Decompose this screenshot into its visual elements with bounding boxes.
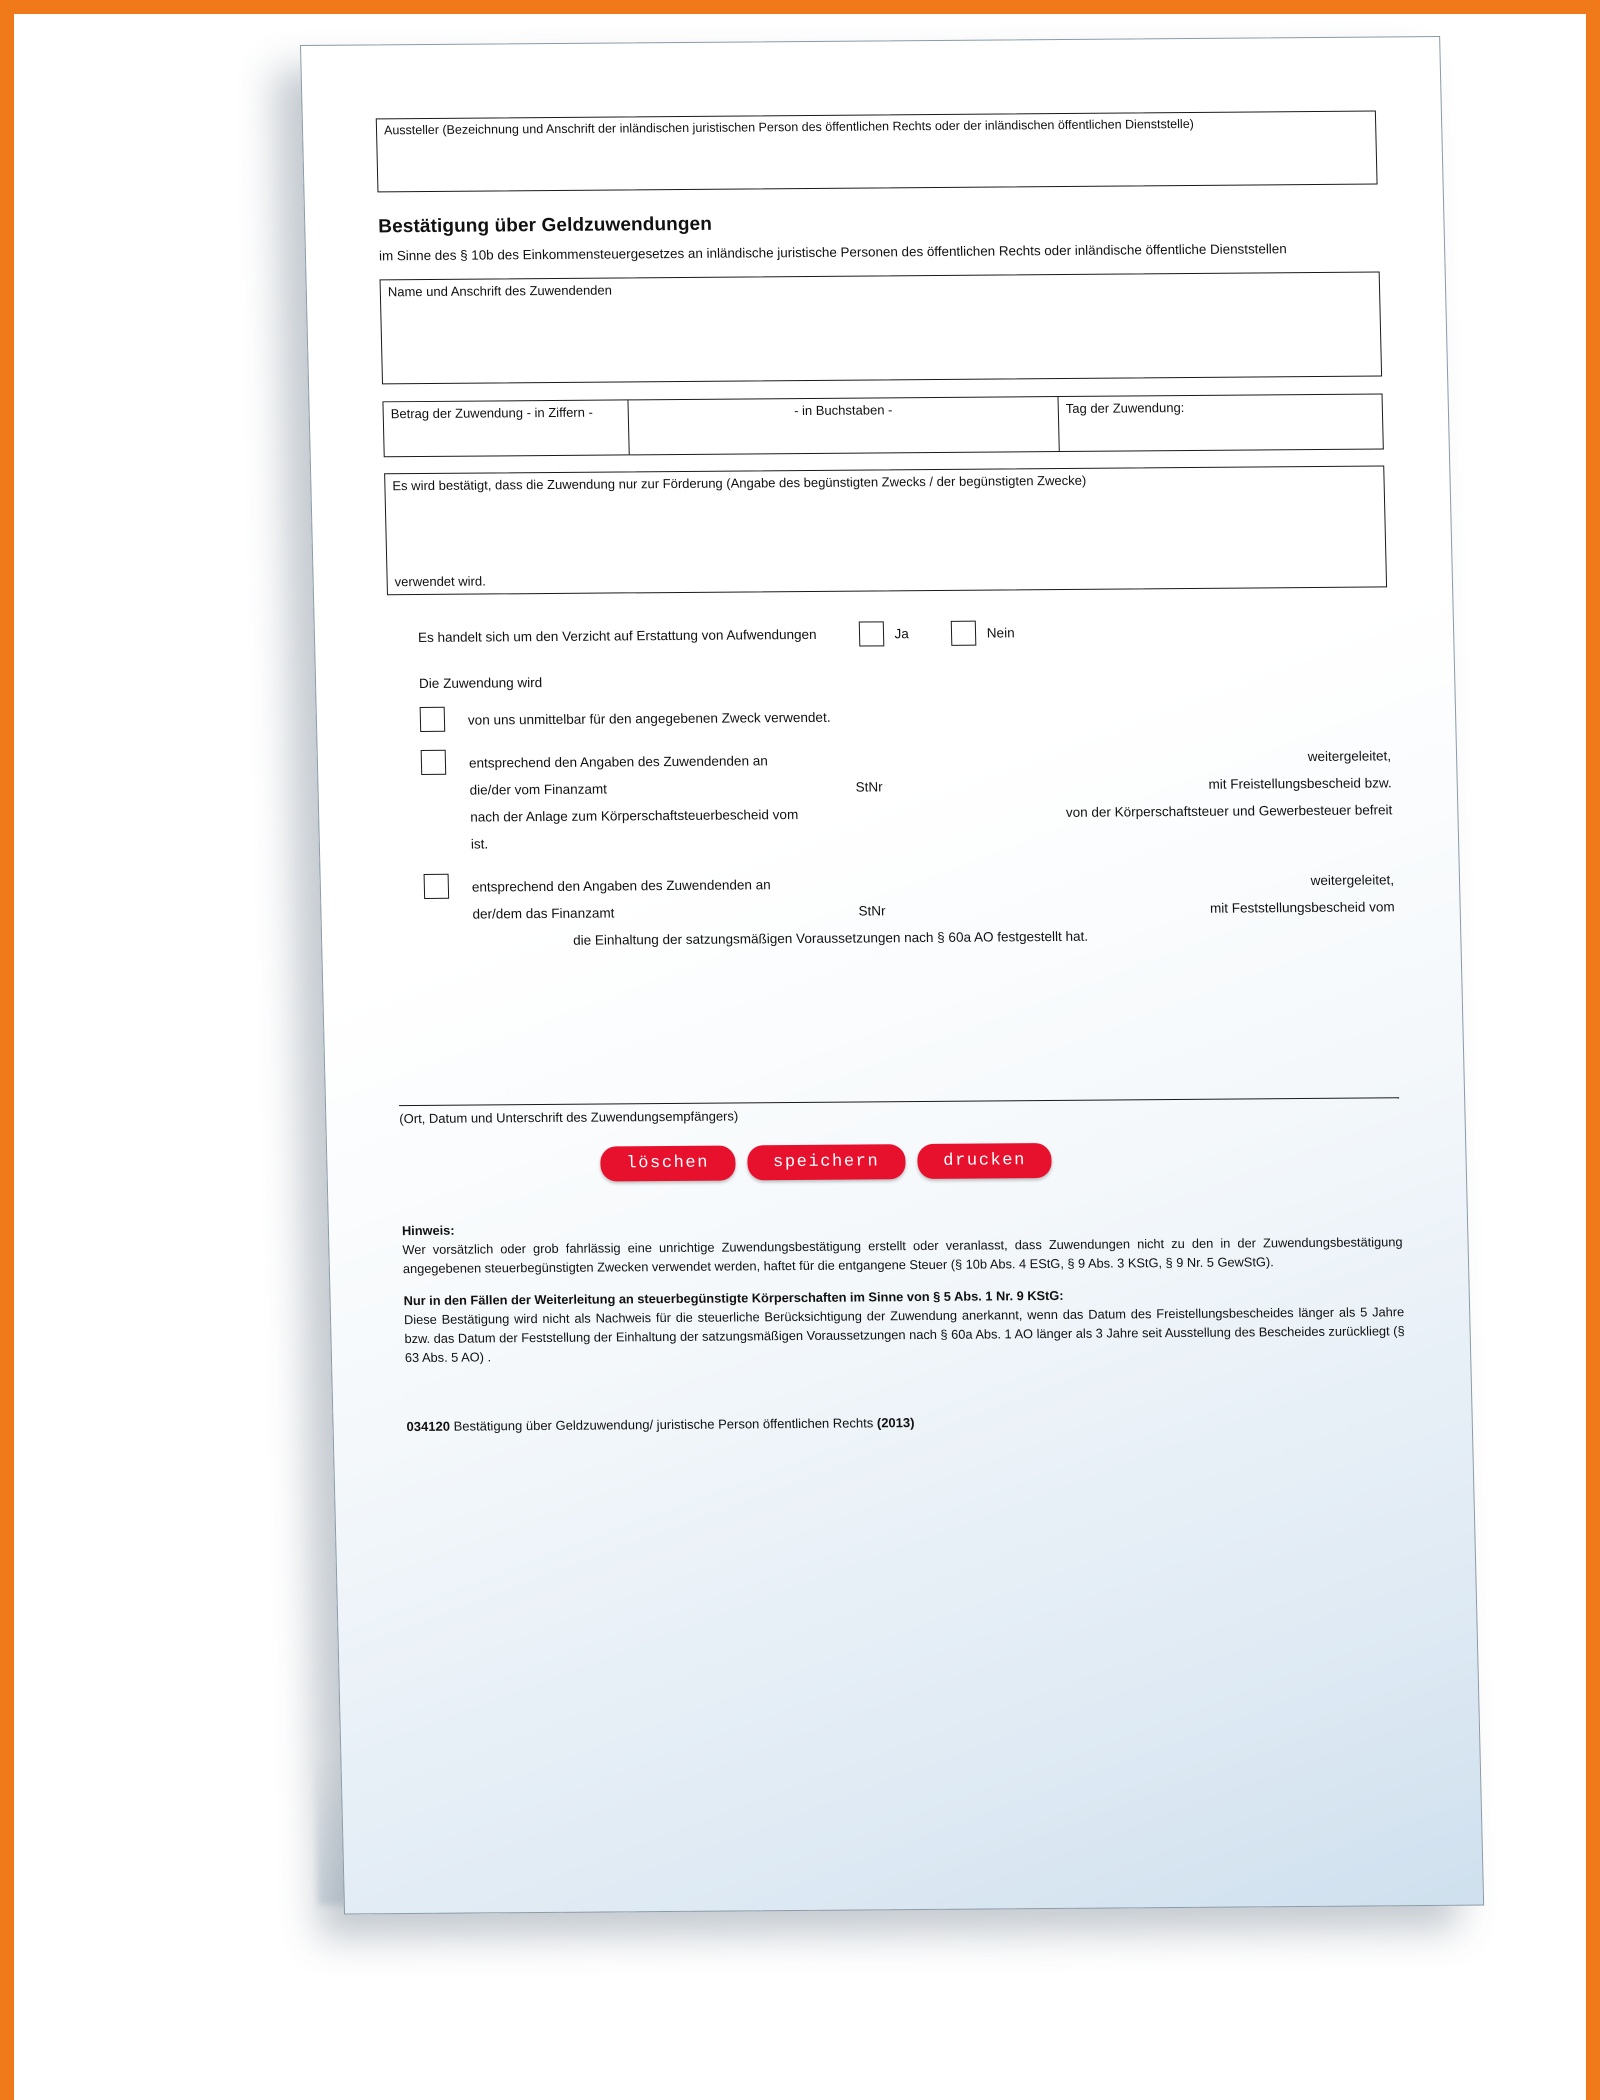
opt3-line2-left: der/dem das Finanzamt (472, 905, 615, 922)
print-button[interactable]: drucken (917, 1143, 1052, 1179)
amount-row (382, 393, 1383, 457)
donor-label: Name und Anschrift des Zuwendenden (387, 282, 613, 300)
waiver-yes-label: Ja (894, 626, 909, 642)
amount-words-cell[interactable] (628, 396, 1059, 455)
waiver-text: Es handelt sich um den Verzicht auf Erstattung von Aufwendungen (417, 626, 817, 646)
opt3-line2-stnr: StNr (858, 903, 886, 919)
amount-words-label: - in Buchstaben - (793, 402, 893, 419)
form-code: 034120 (406, 1418, 451, 1435)
option-direct-use-checkbox[interactable] (420, 707, 446, 732)
option-direct-use (420, 699, 1391, 734)
option-forward-freistellung (421, 742, 1394, 858)
form-document (300, 36, 1484, 1914)
notice-text-1: Wer vorsätzlich oder grob fahrlässig eine unrichtige Zuwendungsbestätigung erstellt oder veranlasst, dass Zuwendungen nicht zu den in der Zuwendungsbestätigung angegebenen steuerbegünstigten Zwecken verwendet werden, haftet für die entgangene Steuer (§ 10b Abs. 4 EStG, § 9 Abs. 3 KStG, § 9 Nr. 5 GewStG). (402, 1234, 1403, 1277)
issuer-label: Aussteller (Bezeichnung und Anschrift der inländischen juristischen Person des öffentlichen Rechts oder der inländischen öffentlichen Dienststelle) (383, 116, 1195, 138)
opt2-line1-right: weitergeleitet, (1307, 748, 1392, 765)
opt2-line4: ist. (470, 836, 489, 852)
notice-text-2: Diese Bestätigung wird nicht als Nachweis für die steuerliche Berücksichtigung der Zuwendung anerkannt, wenn das Datum des Freistellungsbescheides länger als 5 Jahre bzw. das Datum der Feststellung der Einhaltung der satzungsmäßigen Voraussetzungen nach § 60a Abs. 1 AO länger als 3 Jahre seit Ausstellung des Bescheides zurückliegt (§ 63 Abs. 5 AO) . (403, 1304, 1405, 1366)
option-forward-feststellung (424, 866, 1396, 955)
opt2-line3-left: nach der Anlage zum Körperschaftsteuerbescheid vom (470, 807, 799, 825)
purpose-label: Es wird bestätigt, dass die Zuwendung nur zur Förderung (Angabe des begünstigten Zwecks / der begünstigten Zwecke) (392, 472, 1087, 494)
opt2-line3-right: von der Körperschaftsteuer und Gewerbesteuer befreit (1065, 802, 1393, 820)
donation-date-cell[interactable] (1058, 393, 1383, 452)
waiver-no-label: Nein (986, 625, 1015, 641)
form-button-row (600, 1140, 1401, 1181)
option-direct-use-body (468, 699, 1391, 733)
option-forward-freistellung-body (469, 742, 1394, 857)
delete-button[interactable]: löschen (600, 1145, 735, 1181)
amount-figures-cell[interactable] (382, 399, 629, 457)
form-footer-text: Bestätigung über Geldzuwendung/ juristische Person öffentlichen Rechts (453, 1415, 874, 1434)
amount-figures-label: Betrag der Zuwendung - in Ziffern - (390, 404, 594, 422)
notice-paragraph-2 (403, 1283, 1405, 1367)
donor-box[interactable] (380, 271, 1383, 384)
option-forward-freistellung-checkbox[interactable] (421, 750, 447, 775)
notice-paragraph-1 (402, 1213, 1403, 1278)
notice-heading-2: Nur in den Fällen der Weiterleitung an steuerbegünstigte Körperschaften im Sinne von § 5 Abs. 1 Nr. 9 KStG: (403, 1287, 1064, 1309)
purpose-footer-text: verwendet wird. (394, 573, 486, 590)
usage-heading: Die Zuwendung wird (418, 675, 543, 692)
form-footer (406, 1411, 1406, 1434)
option-forward-feststellung-checkbox[interactable] (424, 874, 450, 899)
opt3-line1-left: entsprechend den Angaben des Zuwendenden an (471, 877, 771, 895)
waiver-row (418, 617, 1389, 650)
save-button[interactable]: speichern (747, 1144, 906, 1180)
notice-section (402, 1213, 1406, 1367)
opt2-line2-right: mit Freistellungsbescheid bzw. (1208, 775, 1392, 792)
issuer-box[interactable] (376, 111, 1378, 193)
notice-heading: Hinweis: (401, 1222, 455, 1239)
document-sheet-wrapper (300, 45, 1480, 1985)
option-direct-use-line1: von uns unmittelbar für den angegebenen Zweck verwendet. (467, 709, 831, 728)
opt2-line1-left: entsprechend den Angaben des Zuwendenden an (468, 753, 768, 771)
opt3-line1-right: weitergeleitet, (1310, 872, 1395, 888)
form-year: (2013) (876, 1415, 915, 1431)
purpose-box[interactable] (384, 465, 1387, 595)
opt3-line3: die Einhaltung der satzungsmäßigen Voraussetzungen nach § 60a AO festgestellt hat. (572, 928, 1089, 948)
opt2-line2-left: die/der vom Finanzamt (469, 781, 608, 798)
page-title: Bestätigung über Geldzuwendungen (378, 213, 713, 238)
page-subtitle: im Sinne des § 10b des Einkommensteuergesetzes an inländische juristische Personen des öffentlichen Rechts oder inländische öffentliche Dienststellen (378, 241, 1287, 264)
opt2-line2-stnr: StNr (855, 779, 883, 795)
option-forward-feststellung-body (472, 866, 1396, 954)
waiver-no-checkbox[interactable] (951, 621, 977, 646)
opt3-line2-right: mit Feststellungsbescheid vom (1209, 899, 1395, 916)
waiver-yes-checkbox[interactable] (858, 621, 884, 646)
donation-date-label: Tag der Zuwendung: (1065, 400, 1185, 416)
signature-caption: (Ort, Datum und Unterschrift des Zuwendungsempfängers) (399, 1108, 739, 1127)
